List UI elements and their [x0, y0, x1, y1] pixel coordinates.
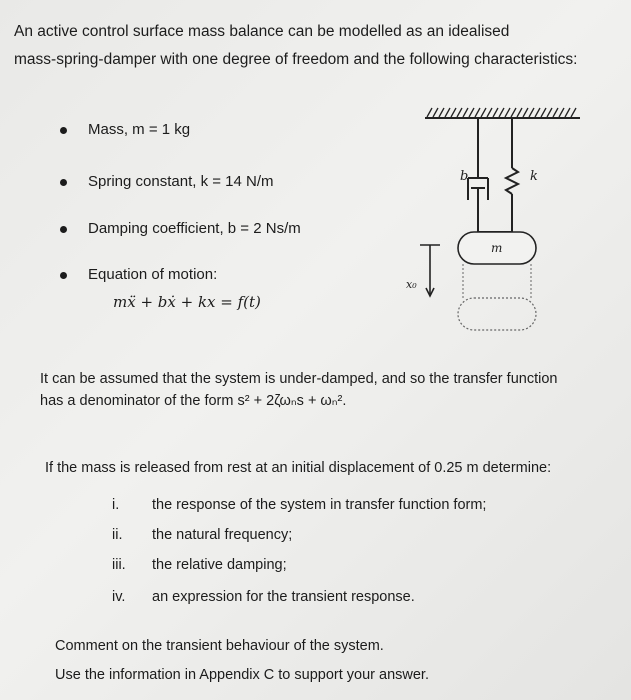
ceiling-hatching-icon [427, 108, 576, 117]
displacement-arrow-icon [420, 245, 440, 296]
displaced-mass-outline [458, 298, 536, 330]
intro-line-1: An active control surface mass balance can be modelled as an idealised [14, 23, 510, 40]
bullet-icon [60, 226, 67, 233]
displacement-label: x₀ [406, 278, 417, 291]
spring-label: k [530, 169, 538, 184]
closing-line-1: Comment on the transient behaviour of the system. [55, 638, 384, 654]
intro-line-2: mass-spring-damper with one degree of freedom and the following characteristics: [14, 51, 578, 68]
bullet-icon [60, 179, 67, 186]
closing-paragraph [55, 632, 429, 690]
intro-paragraph [14, 18, 631, 74]
bullet-icon [60, 127, 67, 134]
closing-line-2: Use the information in Appendix C to support your answer. [55, 667, 429, 683]
assumption-line-1: It can be assumed that the system is under-damped, and so the transfer function [40, 371, 558, 387]
assumption-paragraph [40, 368, 557, 412]
mass-spring-damper-diagram [400, 100, 600, 340]
spring-icon [506, 118, 518, 232]
damper-icon [468, 118, 512, 232]
damper-label: b [460, 169, 469, 184]
mass-label: m [491, 241, 503, 255]
equation-of-motion: mẍ + bẋ + kx = f(t) [113, 293, 261, 311]
bullet-icon [60, 272, 67, 279]
question-prompt: If the mass is released from rest at an initial displacement of 0.25 m determine: [45, 460, 552, 476]
assumption-line-2: has a denominator of the form s² + 2ζωₙs + ωₙ². [40, 393, 347, 409]
